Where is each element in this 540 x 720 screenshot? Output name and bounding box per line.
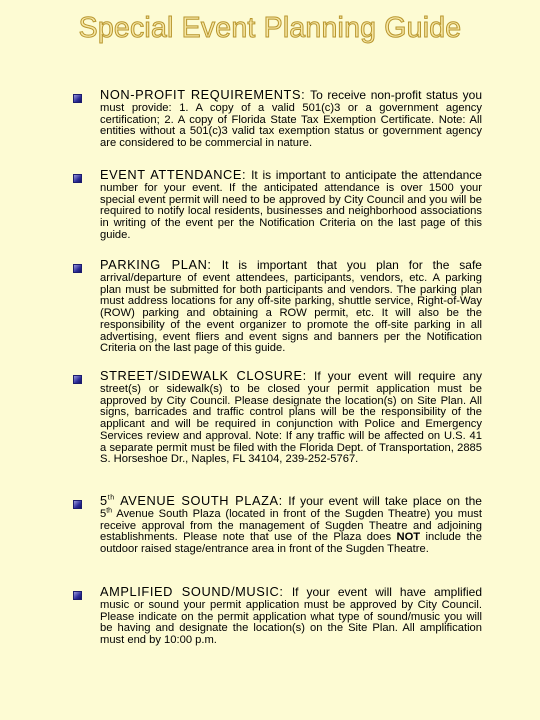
section-body: arrival/departure of event attendees, participants, vendors, etc. A parking plan must be submitted for both participants and vendors. The parking plan must address locations for any off-site parking, shuttle service, Right-of-Way (ROW) parking and obtaining a ROW permit, etc. It will also be the responsibility of the event organizer to promote the off-site parking in all advertising, event fliers and event signs and banners per the Notification Criteria on the last page of this guide.	[100, 272, 482, 355]
emphasis-not: NOT	[396, 531, 421, 544]
square-bullet-icon	[73, 264, 82, 273]
section-heading: AMPLIFIED SOUND/MUSIC:	[100, 584, 284, 599]
section-body: music or sound your permit application must be approved by City Council. Please indicate on the permit application what type of sound/music you will be having and designate the location(s) on the Site Plan. All amplification must end by 10:00 p.m.	[100, 599, 482, 647]
section-lead: To receive non-profit status you	[310, 88, 482, 102]
section-heading-line	[100, 168, 482, 182]
section-street-closure	[100, 369, 482, 466]
square-bullet-icon	[73, 174, 82, 183]
section-heading: 5th AVENUE SOUTH PLAZA:	[100, 493, 283, 508]
section-lead: If your event will take place on the	[288, 494, 482, 508]
section-lead: It is important that you plan for the safe	[221, 258, 482, 272]
section-heading-line	[100, 585, 482, 599]
section-parking-plan	[100, 258, 482, 355]
section-plaza	[100, 494, 482, 556]
square-bullet-icon	[73, 94, 82, 103]
section-amplified-sound	[100, 585, 482, 647]
section-heading: PARKING PLAN:	[100, 257, 212, 272]
square-bullet-icon	[73, 500, 82, 509]
section-event-attendance	[100, 168, 482, 242]
section-heading: EVENT ATTENDANCE:	[100, 167, 247, 182]
section-heading-line	[100, 258, 482, 272]
section-lead: If your event will require any	[314, 369, 482, 383]
section-heading-line	[100, 88, 482, 102]
section-body: 5th Avenue South Plaza (located in front of the Sugden Theatre) you must receive approval from the management of Sugden Theatre and adjoining establishments. Please note that use of the Plaza does NOT include the outdoor raised stage/entrance area in front of the Sugden Theatre.	[100, 507, 482, 556]
square-bullet-icon	[73, 591, 82, 600]
section-body: street(s) or sidewalk(s) to be closed your permit application must be approved by City Council. Please designate the location(s) on Site Plan. All signs, barricades and traffic control plans will be the responsibility of the applicant and will be required in conjunction with Police and Emergency Services review and approval. Note: If any traffic will be affected on U.S. 41 a separate permit must be filed with the Florida Dept. of Transportation, 2885 S. Horseshoe Dr., Naples, FL 34104, 239-252-5767.	[100, 383, 482, 466]
page-title: Special Event Planning Guide	[78, 12, 462, 44]
square-bullet-icon	[73, 375, 82, 384]
section-lead: It is important to anticipate the attendance	[251, 168, 482, 182]
section-body: must provide: 1. A copy of a valid 501(c)3 or a government agency certification; 2. A copy of Florida State Tax Exemption Certificate. Note: All entities without a 501(c)3 valid tax exemption status or government agency are considered to be commercial in nature.	[100, 102, 482, 150]
section-heading: NON-PROFIT REQUIREMENTS:	[100, 87, 306, 102]
section-heading-line	[100, 494, 482, 508]
section-non-profit	[100, 88, 482, 150]
section-heading: STREET/SIDEWALK CLOSURE:	[100, 368, 307, 383]
section-heading-line	[100, 369, 482, 383]
section-body: number for your event. If the anticipated attendance is over 1500 your special event permit will need to be approved by City Council and you will be required to notify local residents, businesses and neighborhood associations in writing of the event per the Notification Criteria on the last page of this guide.	[100, 182, 482, 241]
section-lead: If your event will have amplified	[291, 585, 482, 599]
